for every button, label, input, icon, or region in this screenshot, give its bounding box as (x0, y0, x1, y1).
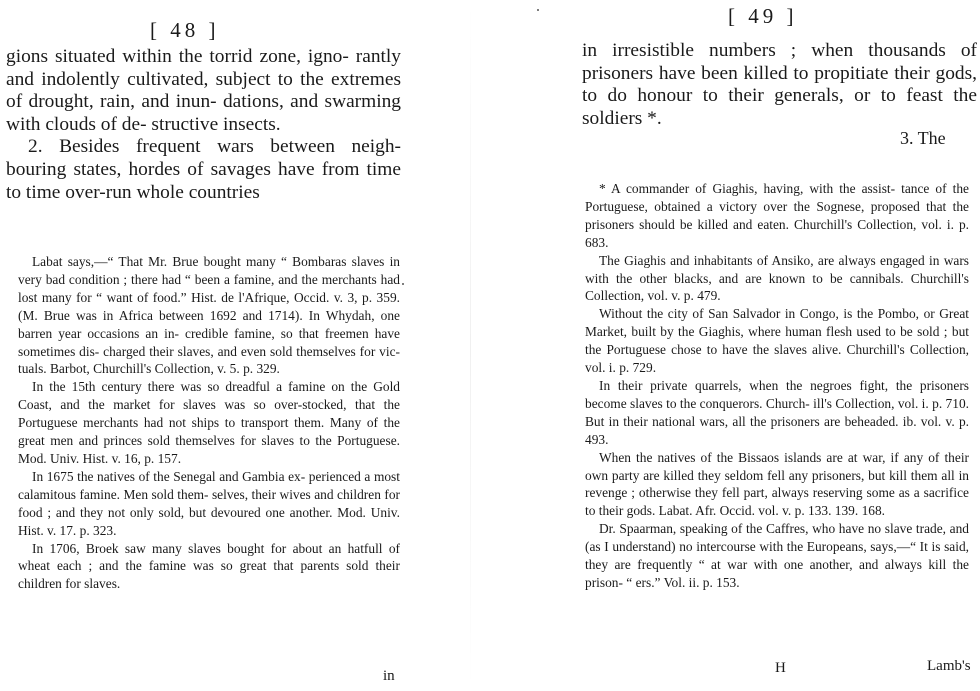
footnote-paragraph: In 1706, Broek saw many slaves bought for about an hatfull of wheat each ; and the famine was so great that parents sold their children for slaves. (18, 540, 400, 592)
page-number: [ 48 ] (150, 18, 220, 42)
footnotes (18, 253, 400, 593)
page-number: [ 49 ] (728, 4, 798, 28)
page-gutter (470, 0, 471, 691)
footnote-paragraph: When the natives of the Bissaos islands are at war, if any of their own party are killed they seldom fell any prisoners, but kill them all in revenge ; otherwise they fell part, always reserving some as a sacrifice to their gods. Labat. Afr. Occid. vol. v. p. 133. 139. 168. (585, 449, 969, 519)
right-page (560, 0, 980, 691)
footnote-paragraph: In 1675 the natives of the Senegal and Gambia ex- perienced a most calamitous famine. Men sold them- selves, their wives and children for food ; and they not only sold, but devoured one another. Mod. Univ. Hist. v. 17. p. 323. (18, 468, 400, 538)
footnote-paragraph: Labat says,—“ That Mr. Brue bought many “ Bombaras slaves in very bad condition ; there had “ been a famine, and the merchants had lost many for “ want of food.” Hist. de l'Afrique, Occid. v. 3, p. 359. (M. Brue was in Africa between 1692 and 1714). In Whydah, one barren year occasions an in- credible famine, so that freemen have sometimes dis- charged their slaves, and even sold themselves for vic- tuals. Barbot, Churchill's Collection, v. 5. p. 329. (18, 254, 400, 377)
print-speck (402, 283, 404, 285)
footnote-paragraph: The Giaghis and inhabitants of Ansiko, are always engaged in wars with the other blacks, and are known to be cannibals. Churchill's Collection, vol. v. p. 479. (585, 252, 969, 304)
body-text (582, 40, 977, 130)
footnotes (585, 180, 969, 592)
print-speck (537, 9, 539, 11)
left-page (0, 0, 420, 691)
catchword: Lamb's (927, 658, 971, 674)
body-text (6, 46, 401, 204)
footnote-paragraph: In the 15th century there was so dreadful a famine on the Gold Coast, and the market for slaves was so over-stocked, that the Portuguese merchants had not ships to transport them. Many of the great men and princes sold themselves for slaves to the Portuguese. Mod. Univ. Hist. v. 16, p. 157. (18, 379, 400, 466)
catchword: in (383, 668, 395, 684)
body-paragraph: in irresistible numbers ; when thousands of prisoners have been killed to propitiate their gods, to do honour to their generals, or to feast the soldiers *. (582, 40, 977, 129)
footnote-paragraph: * A commander of Giaghis, having, with the assist- tance of the Portuguese, obtained a victory over the Sognese, proposed that the prisoners should be killed and eaten. Churchill's Collection, vol. i. p. 683. (585, 181, 969, 250)
footnote-paragraph: In their private quarrels, when the negroes fight, the prisoners become slaves to the conquerors. Church- ill's Collection, vol. i. p. 710. But in their national wars, all the prisoners are beheaded. ib. vol. v. p. 493. (585, 377, 969, 447)
footnote-paragraph: Without the city of San Salvador in Congo, is the Pombo, or Great Market, built by the Giaghis, where human flesh used to be sold ; but the Portuguese chose to have the slaves alive. Churchill's Collection, vol. i. p. 729. (585, 306, 969, 376)
body-paragraph: gions situated within the torrid zone, igno- rantly and indolently cultivated, subject to the extremes of drought, rain, and inun- dations, and swarming with clouds of de- structive insects. (6, 46, 401, 135)
body-paragraph: 2. Besides frequent wars between neigh- bouring states, hordes of savages have from time to time over-run whole countries (6, 136, 401, 203)
signature-mark: H (775, 660, 786, 676)
section-catchword: 3. The (900, 128, 946, 148)
footnote-paragraph: Dr. Spaarman, speaking of the Caffres, who have no slave trade, and (as I understand) no intercourse with the Europeans, says,—“ It is said, they are frequently “ at war with one another, and always kill the prison- “ ers.” Vol. ii. p. 153. (585, 521, 969, 590)
